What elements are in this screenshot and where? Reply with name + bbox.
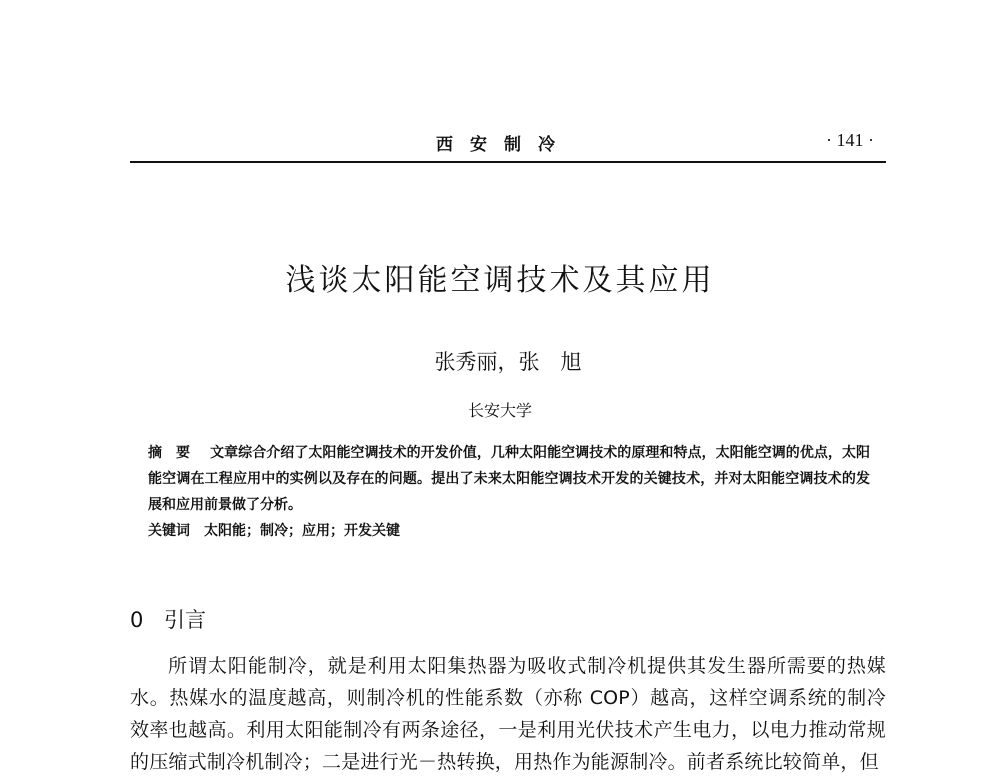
header-rule — [130, 161, 886, 163]
abstract — [148, 440, 870, 518]
keywords-text: 太阳能；制冷；应用；开发关键 — [204, 523, 400, 539]
abstract-label: 摘要 — [148, 445, 205, 461]
keywords — [148, 518, 400, 544]
body-paragraph: 所谓太阳能制冷，就是利用太阳集热器为吸收式制冷机提供其发生器所需要的热媒水。热媒水的温度越高，则制冷机的性能系数（亦称 COP）越高，这样空调系统的制冷效率也越高。利用太阳能制冷有两条途径，一是利用光伏技术产生电力，以电力推动常规的压缩式制冷机制冷；二是进行光－热转换，用热作为能源制冷。前者系统比较简单，但 — [130, 655, 886, 773]
article-authors: 张秀丽，张 旭 — [434, 350, 582, 374]
section-title: 引言 — [164, 608, 206, 632]
journal-name: 西安制冷 — [436, 135, 572, 155]
abstract-text: 文章综合介绍了太阳能空调技术的开发价值，几种太阳能空调技术的原理和特点，太阳能空调的优点，太阳能空调在工程应用中的实例以及存在的问题。提出了未来太阳能空调技术开发的关键技术，并对太阳能空调技术的发展和应用前景做了分析。 — [148, 445, 871, 513]
page-number: · 141 · — [826, 130, 874, 150]
section-heading — [130, 604, 206, 634]
section-number: 0 — [130, 608, 144, 632]
article-title: 浅谈太阳能空调技术及其应用 — [285, 263, 715, 298]
keywords-label: 关键词 — [148, 523, 190, 539]
article-affiliation: 长安大学 — [467, 401, 532, 420]
running-header — [130, 128, 886, 162]
